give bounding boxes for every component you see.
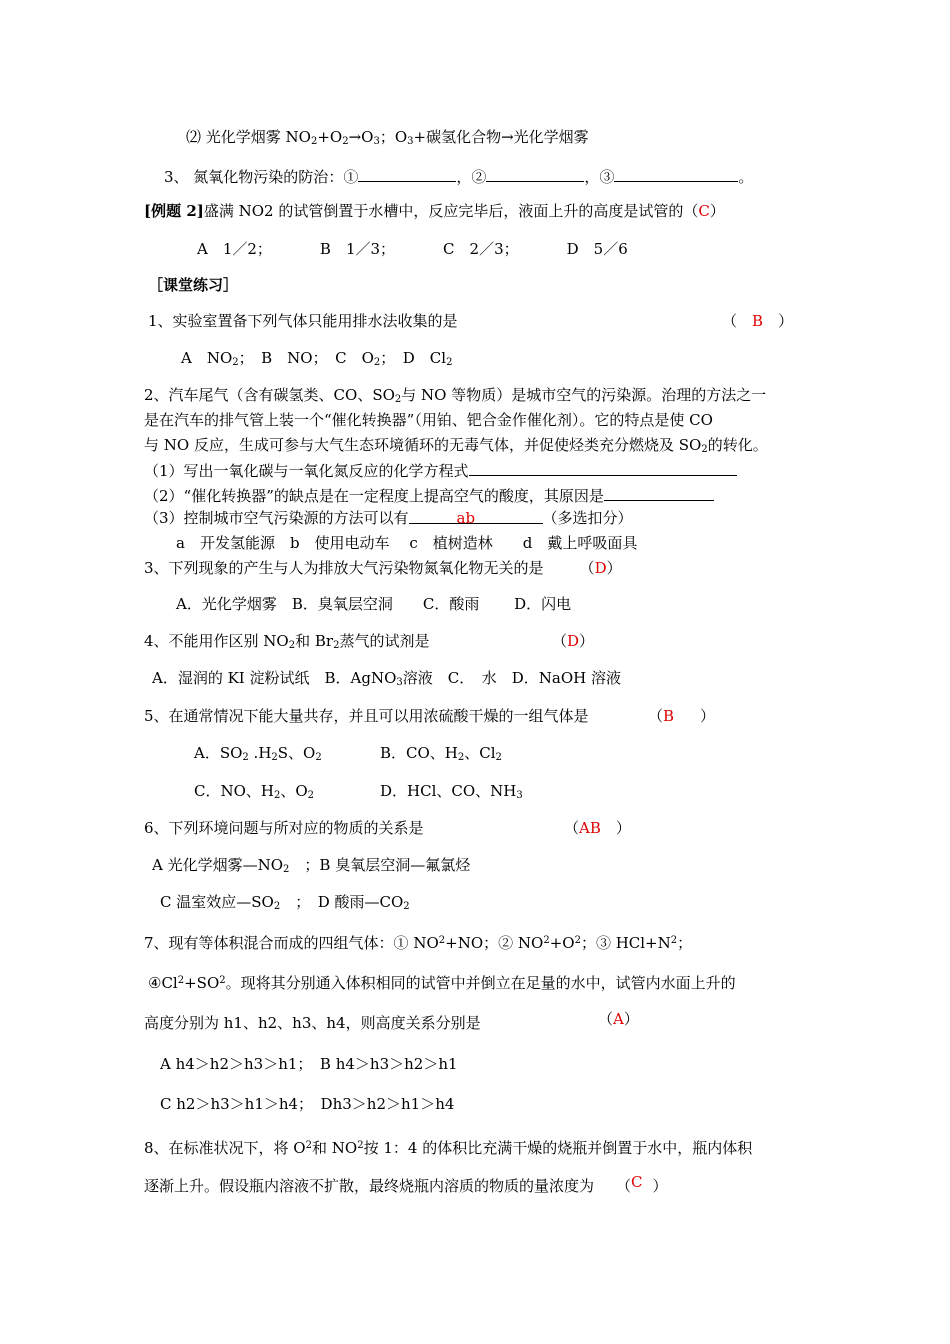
- answer: D: [594, 559, 607, 577]
- answer: D: [567, 632, 580, 650]
- practice-2-line-2: 是在汽车的排气管上装一个“催化转换器”（用铂、钯合金作催化剂）。它的特点是使 CO: [144, 411, 713, 429]
- text: 蒸气的试剂是: [339, 632, 430, 650]
- text: ）: [623, 1010, 639, 1028]
- prevention-line: [164, 165, 753, 187]
- text: ）: [606, 559, 622, 577]
- text: （: [648, 707, 664, 725]
- text: ；: [677, 934, 693, 952]
- practice-7-options-2: C h2＞h3＞h1＞h4； Dh3＞h2＞h1＞h4: [160, 1095, 455, 1113]
- text: A．湿润的 KI 淀粉试纸 B．AgNO: [152, 669, 397, 687]
- practice-6-question: [144, 818, 424, 838]
- option-a: A 1／2；: [197, 240, 272, 258]
- practice-6-line-2: C 温室效应$—SO_2$ ； D 酸雨$—CO_2$: [160, 893, 410, 912]
- text: +碳氢化合物→光化学烟雾: [413, 128, 589, 146]
- practice-6-answer: [564, 818, 631, 838]
- text: 按 1：4 的体积比充满干燥的烧瓶并倒置于水中，瓶内体积: [363, 1139, 753, 1157]
- sub: 2: [310, 136, 318, 147]
- smog-reaction-line: [186, 127, 589, 152]
- text: ； D Cl: [380, 349, 447, 367]
- text: ，③: [584, 168, 615, 186]
- practice-4-answer: [552, 631, 594, 651]
- example-label: [例题 2]: [144, 202, 204, 220]
- example-2-question: [144, 201, 725, 221]
- text: 5、在通常情况下能大量共存，并且可以用浓硫酸干燥的一组气体是: [144, 707, 589, 725]
- section-heading: ［课堂练习］: [148, 276, 239, 294]
- text: .H: [248, 744, 272, 762]
- blank-3[interactable]: [614, 165, 738, 182]
- practice-8-line-1: 8、在标准状况下，将 $O^2$和 $NO^2$按 1：4 的体积比充满干燥的烧瓶并倒置于水中，瓶内体积: [144, 1139, 753, 1157]
- practice-7-answer: [598, 1009, 639, 1029]
- practice-2-line-3: 与 NO 反应，生成可参与大气生态环境循环的无毒气体，并促使烃类充分燃烧及 $SO_2$的转化。: [144, 436, 768, 455]
- text: 与 NO 反应，生成可参与大气生态环境循环的无毒气体，并促使烃类充分燃烧及 SO: [144, 436, 702, 454]
- practice-1-options: A $NO_2$； B NO； C $O_2$； D $Cl_2$: [181, 349, 453, 368]
- text: （: [564, 819, 580, 837]
- text: 3、下列现象的产生与人为排放大气污染物氮氧化物无关的是: [144, 559, 544, 577]
- practice-7-line-2: $④Cl^2+SO^2$。现将其分别通入体积相同的试管中并倒立在足量的水中，试管内水面上升的: [148, 974, 736, 992]
- practice-2-line-1: 2、汽车尾气（含有碳氢类、CO、$SO_2$与 NO 等物质）是城市空气的污染源。治理的方法之一: [144, 386, 767, 405]
- text: +O: [317, 128, 343, 146]
- example-2-options: [197, 239, 628, 259]
- methods-answer[interactable]: ab: [409, 508, 543, 524]
- text: 7、现有等体积混合而成的四组气体：① NO: [144, 934, 439, 952]
- text: +SO: [184, 974, 220, 992]
- text: （: [722, 312, 738, 330]
- practice-1-question: [148, 311, 458, 331]
- text: （: [598, 1010, 614, 1028]
- text: 1、实验室置备下列气体只能用排水法收集的是: [148, 312, 458, 330]
- practice-6-line-1: A 光化学烟雾$—NO_2$ ；B 臭氧层空洞—氟氯烃: [152, 856, 471, 875]
- text: 和 NO: [312, 1139, 358, 1157]
- sub: 2: [342, 136, 349, 147]
- practice-5-answer: [648, 706, 715, 726]
- text: 2、汽车尾气（含有碳氢类、CO、SO: [144, 386, 395, 404]
- text: （2）“催化转换器”的缺点是在一定程度上提高空气的酸度，其原因是: [144, 487, 604, 505]
- text: 和 Br: [295, 632, 334, 650]
- text: 3、 氮氧化物污染的防治：①: [164, 168, 359, 186]
- text: ； B NO； C O: [238, 349, 374, 367]
- text: （: [616, 1177, 632, 1195]
- text: 、Cl: [464, 744, 496, 762]
- text: （3）控制城市空气污染源的方法可以有: [144, 509, 409, 527]
- text: ）: [652, 1177, 668, 1195]
- text: 6、下列环境问题与所对应的物质的关系是: [144, 819, 424, 837]
- text: +NO；② NO: [445, 934, 544, 952]
- text: （1）写出一氧化碳与一氧化氮反应的化学方程式: [144, 462, 469, 480]
- text: D．HCl、CO、NH: [380, 782, 517, 800]
- practice-2-sub-1: [144, 459, 737, 481]
- text: 。现将其分别通入体积相同的试管中并倒立在足量的水中，试管内水面上升的: [225, 974, 736, 992]
- text: 4、不能用作区别 NO: [144, 632, 289, 650]
- practice-2-options: a 开发氢能源 b 使用电动车 c 植树造林 d 戴上呼吸面具: [176, 534, 638, 552]
- answer: A: [613, 1010, 624, 1028]
- text: ）: [709, 202, 725, 220]
- answer: C: [631, 1173, 643, 1191]
- practice-3-options: A．光化学烟雾 B．臭氧层空洞 C．酸雨 D．闪电: [176, 595, 572, 613]
- practice-7-options-1: A h4＞h2＞h3＞h1； B h4＞h3＞h2＞h1: [160, 1055, 458, 1073]
- text: ；③ HCl+N: [580, 934, 671, 952]
- text: 盛满 NO2 的试管倒置于水槽中，反应完毕后，液面上升的高度是试管的（: [203, 202, 699, 220]
- text: ；B 臭氧层空洞—氟氯烃: [289, 856, 471, 874]
- text: A 光化学烟雾—NO: [152, 856, 284, 874]
- option-d: D 5／6: [566, 240, 628, 258]
- text: 8、在标准状况下，将 O: [144, 1139, 306, 1157]
- text: A NO: [181, 349, 233, 367]
- text: （多选扣分）: [542, 509, 633, 527]
- practice-5-option-c: C．NO、$H_2$、$O_2$: [194, 782, 315, 801]
- text: 与 NO 等物质）是城市空气的污染源。治理的方法之一: [401, 386, 767, 404]
- text: +O: [549, 934, 575, 952]
- practice-1-answer: [722, 311, 793, 331]
- text: ）: [700, 707, 716, 725]
- text: 逐渐上升。假设瓶内溶液不扩散，最终烧瓶内溶质的物质的量浓度为: [144, 1177, 595, 1195]
- practice-2-sub-3: [144, 508, 633, 528]
- practice-4-question: 4、不能用作区别 $NO_2$和 $Br_2$蒸气的试剂是: [144, 632, 430, 651]
- sub: 3: [407, 136, 414, 147]
- practice-3-question: [144, 558, 622, 578]
- reason-blank[interactable]: [604, 484, 714, 501]
- text: 高度分别为 h1、h2、h3、h4，则高度关系分别是: [144, 1014, 481, 1032]
- text: （: [552, 632, 568, 650]
- text: （: [579, 559, 595, 577]
- practice-8-line-2: [144, 1173, 668, 1196]
- text: C 温室效应—SO: [160, 893, 274, 911]
- answer: B: [752, 312, 764, 330]
- text: ⑵ 光化学烟雾 NO: [186, 128, 311, 146]
- practice-4-options: A．湿润的 KI 淀粉试纸 B．AgNO$_3$溶液 C． 水 D．NaOH 溶液: [152, 669, 621, 688]
- text: ； D 酸雨—CO: [280, 893, 404, 911]
- text: ）: [579, 632, 595, 650]
- text: ）: [615, 819, 631, 837]
- text: ，②: [456, 168, 487, 186]
- text: →O: [348, 128, 374, 146]
- option-c: C 2／3；: [443, 240, 519, 258]
- text: S、O: [277, 744, 316, 762]
- sub: 3: [373, 136, 380, 147]
- option-b: B 1／3；: [319, 240, 396, 258]
- text: 的转化。: [707, 436, 768, 454]
- text: ④Cl: [148, 974, 178, 992]
- text: B．CO、H: [380, 744, 458, 762]
- equation-blank[interactable]: [469, 459, 737, 476]
- answer: B: [663, 707, 675, 725]
- practice-7-line-3: [144, 1013, 481, 1033]
- text: ）: [778, 312, 794, 330]
- blank-1[interactable]: [358, 165, 456, 182]
- text: 、O: [280, 782, 308, 800]
- practice-5-option-d: D．HCl、CO、$NH_3$: [380, 782, 523, 801]
- answer: AB: [579, 819, 601, 837]
- practice-5-option-b: B．CO、$H_2$、$Cl_2$: [380, 744, 502, 763]
- text: 溶液 C． 水 D．NaOH 溶液: [402, 669, 621, 687]
- practice-7-line-1: 7、现有等体积混合而成的四组气体：① $NO^2+NO$；② $NO^2+O^2$；③ $HCl+N^2$；: [144, 934, 693, 952]
- answer: C: [698, 202, 710, 220]
- text: ；O: [379, 128, 408, 146]
- blank-2[interactable]: [486, 165, 584, 182]
- text: 。: [738, 168, 754, 186]
- practice-5-option-a: A．$SO_2$ $.H_2S$、$O_2$: [194, 744, 322, 763]
- practice-5-question: [144, 706, 589, 726]
- practice-2-sub-2: [144, 484, 714, 506]
- text: C．NO、H: [194, 782, 274, 800]
- text: A．SO: [194, 744, 243, 762]
